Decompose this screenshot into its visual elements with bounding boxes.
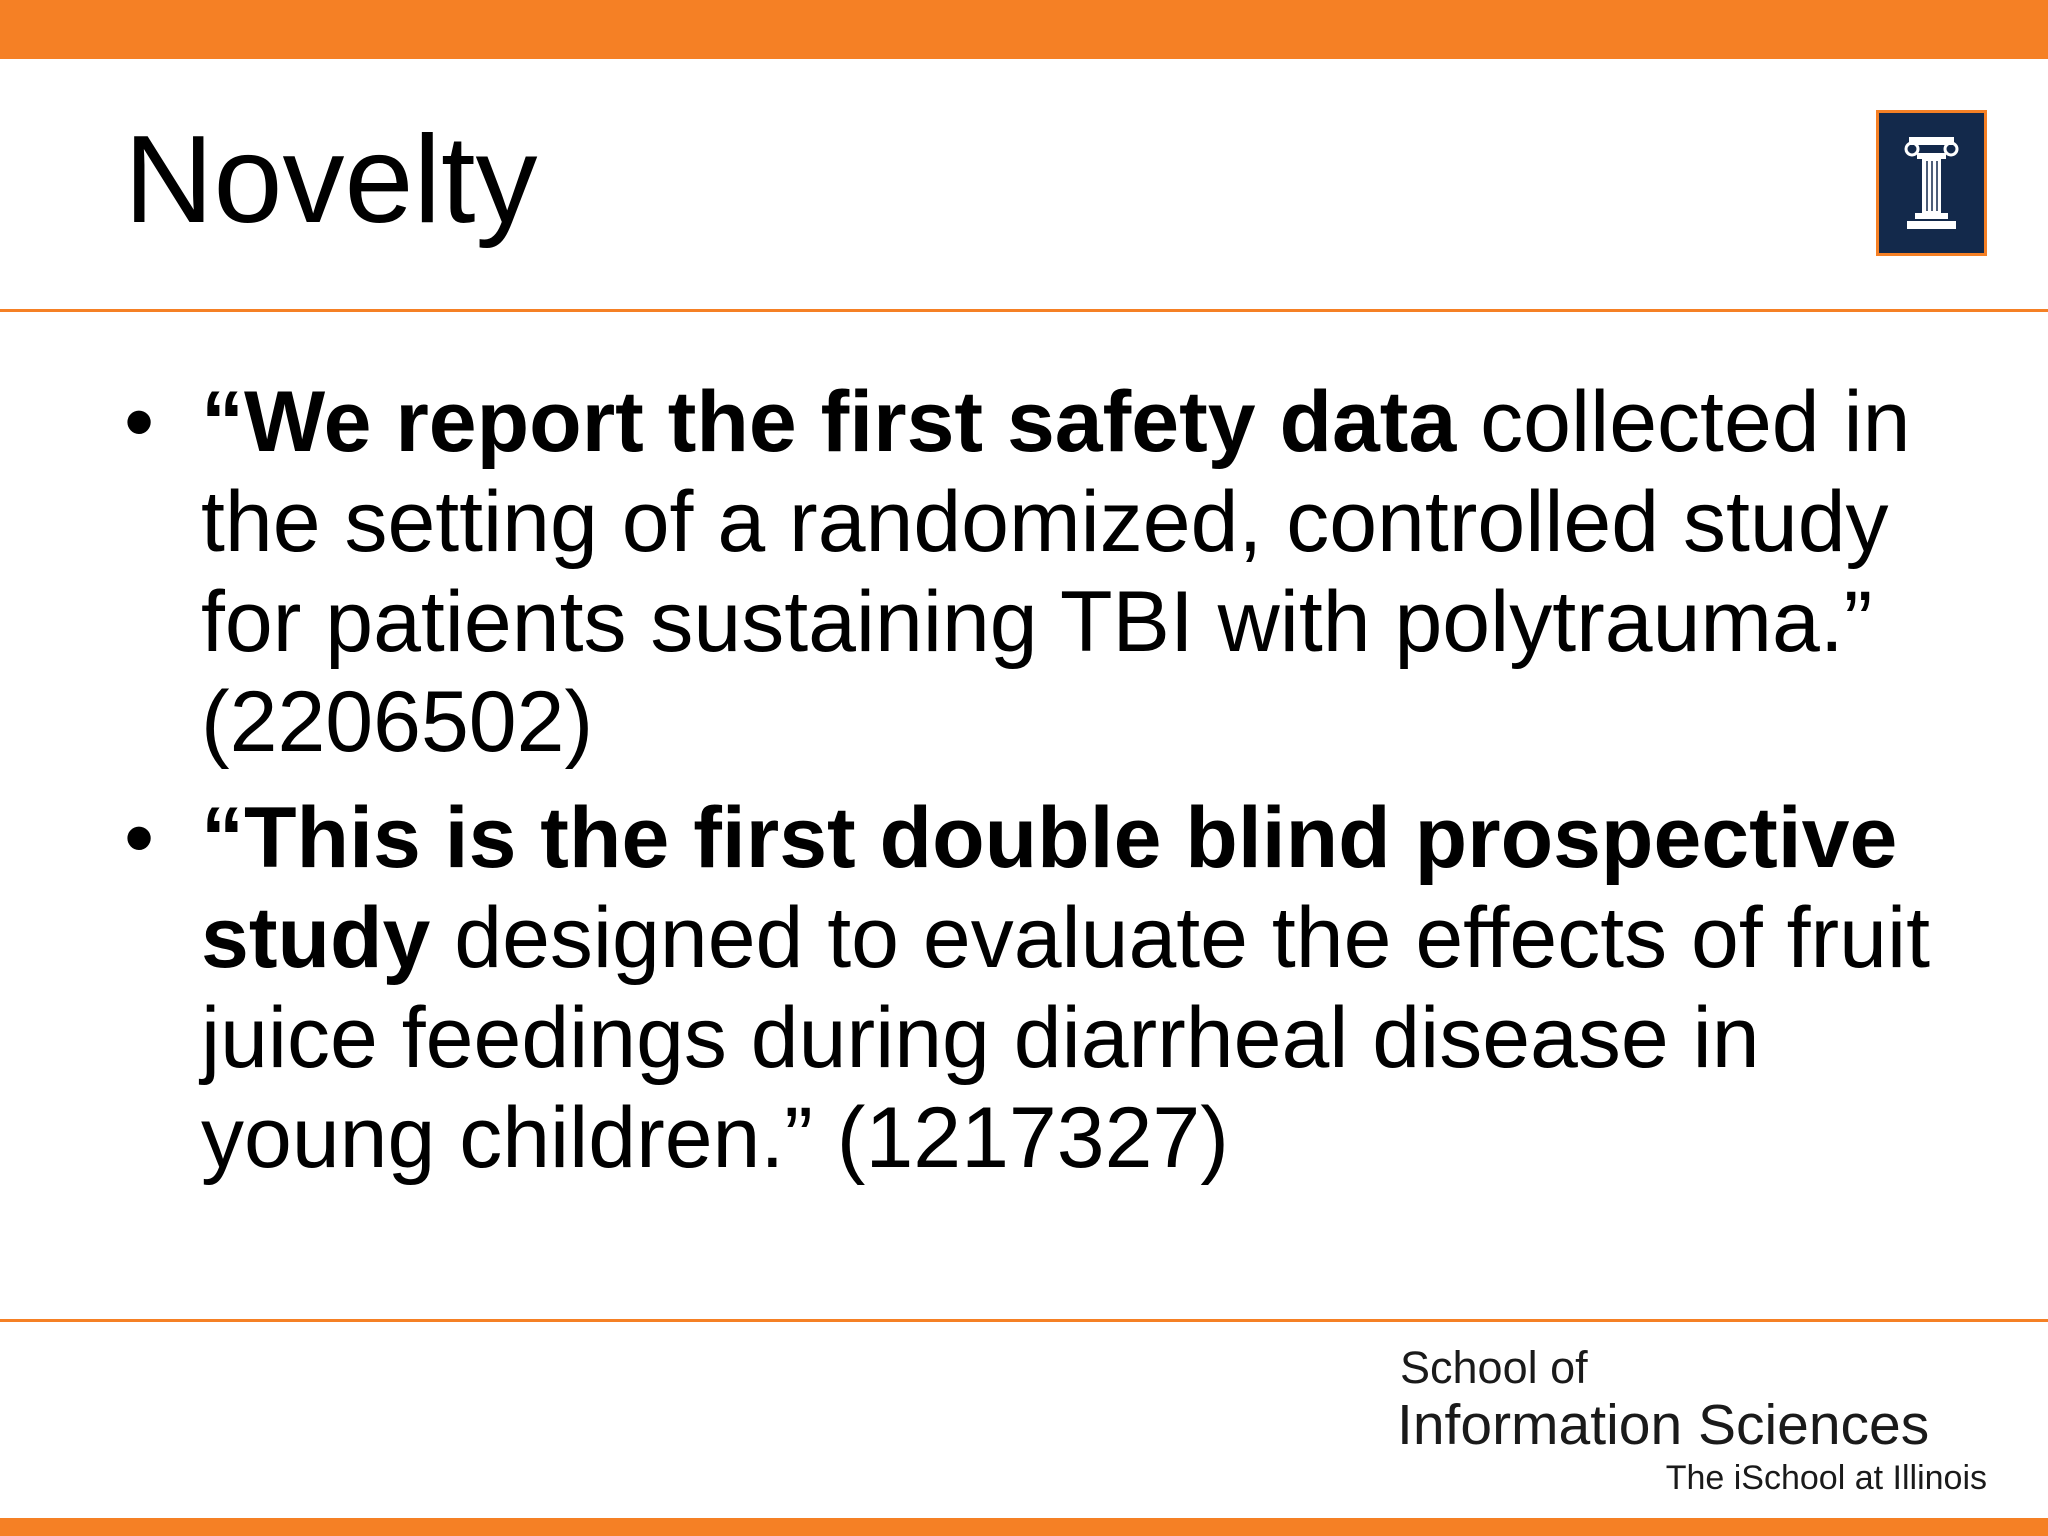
illinois-logo-icon xyxy=(1876,110,1987,256)
ischool-wordmark xyxy=(1397,1342,1987,1497)
top-orange-band xyxy=(0,0,2048,59)
bullet-bold-text: “This is the first double blind prospective study xyxy=(201,790,1898,986)
bullet-list xyxy=(124,372,1984,1188)
wordmark-line-1: School of xyxy=(1400,1342,1588,1393)
block-i-icon xyxy=(1879,113,1984,253)
bullet-item xyxy=(124,372,1984,772)
bullet-marker: • xyxy=(124,374,155,470)
wordmark-tagline: The iSchool at Illinois xyxy=(1665,1459,1987,1497)
wordmark-line-2: Information Sciences xyxy=(1397,1393,1930,1457)
bottom-orange-band xyxy=(0,1518,2048,1536)
title-divider xyxy=(0,309,2048,312)
slide-title: Novelty xyxy=(124,111,538,249)
bullet-item xyxy=(124,788,1984,1188)
bullet-text: designed to evaluate the effects of fruit juice feedings during diarrheal disease in young children.” (1217327) xyxy=(201,890,1930,1186)
bullet-bold-text: “We report the first safety data xyxy=(201,374,1457,470)
bullet-text: collected in the setting of a randomized, controlled study for patients sustaining TBI with polytrauma.” (2206502) xyxy=(201,374,1911,770)
bullet-marker: • xyxy=(124,790,155,886)
footer-divider xyxy=(0,1319,2048,1322)
